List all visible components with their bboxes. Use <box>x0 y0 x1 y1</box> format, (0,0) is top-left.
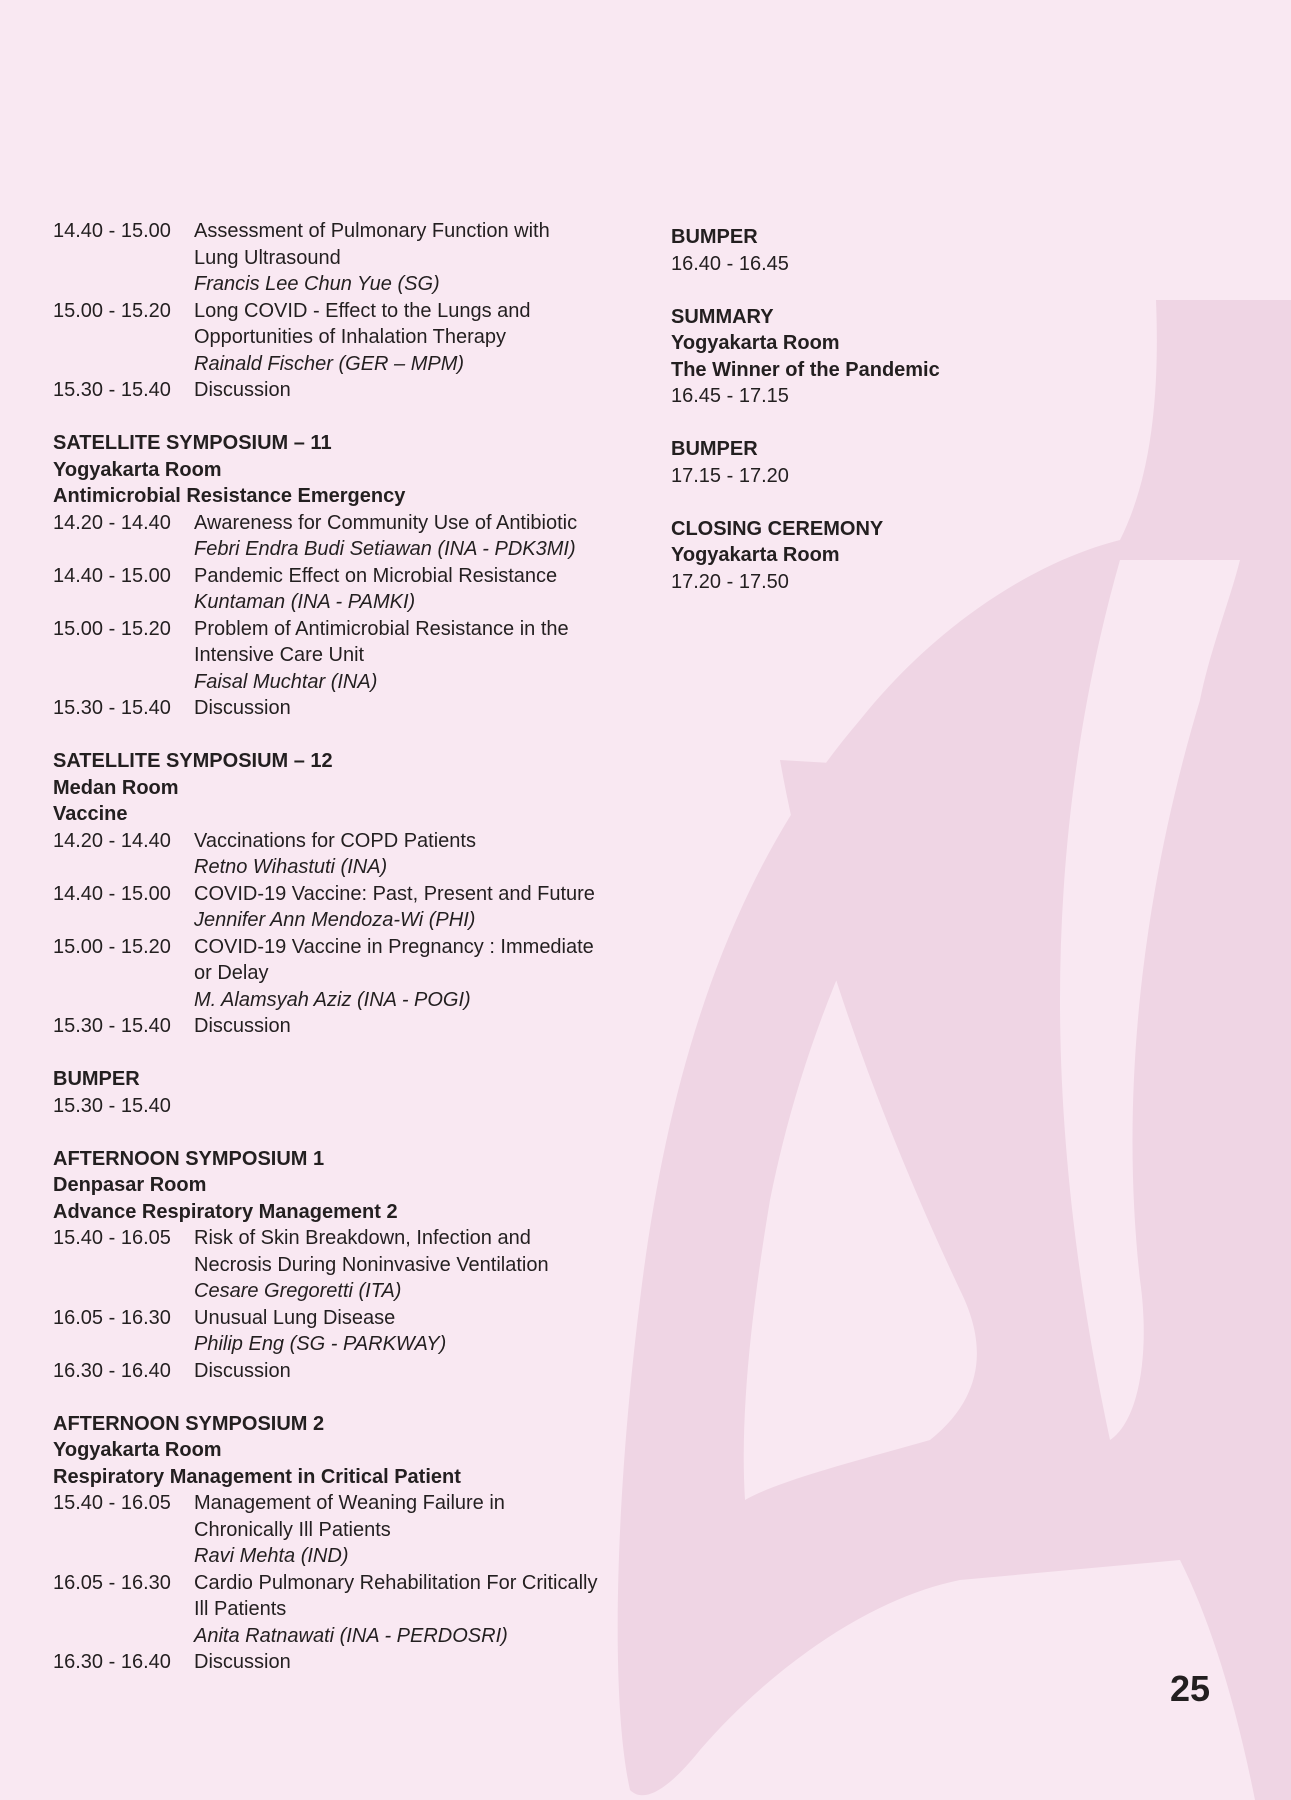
agenda-item <box>53 1305 633 1358</box>
talk-title-line: Discussion <box>194 1359 291 1382</box>
session-theme: Vaccine <box>53 803 128 825</box>
session-time: 17.20 - 17.50 <box>671 570 789 593</box>
talk-title-line: Necrosis During Noninvasive Ventilation <box>194 1253 549 1276</box>
talk-title-line: Unusual Lung Disease <box>194 1306 396 1329</box>
session-block <box>671 436 1231 489</box>
speaker-name: Febri Endra Budi Setiawan (INA - PDK3MI) <box>194 538 576 560</box>
session-block <box>53 748 633 1040</box>
talk-title-line: Management of Weaning Failure in <box>194 1492 505 1514</box>
talk-title-line: Chronically Ill Patients <box>194 1518 391 1541</box>
left-column <box>53 218 633 1702</box>
agenda-content <box>194 510 633 563</box>
agenda-content <box>194 377 633 404</box>
talk-title-line: Awareness for Community Use of Antibiotic <box>194 511 578 534</box>
talk-title-line: Lung Ultrasound <box>194 246 341 269</box>
agenda-item <box>53 934 633 1014</box>
talk-title-line: Problem of Antimicrobial Resistance in the <box>194 617 569 640</box>
agenda-item <box>53 377 633 404</box>
agenda-time: 14.40 - 15.00 <box>53 564 171 587</box>
agenda-time: 15.00 - 15.20 <box>53 617 171 640</box>
session-time: 15.30 - 15.40 <box>53 1094 171 1117</box>
agenda-item <box>53 510 633 563</box>
session-room: Yogyakarta Room <box>671 544 840 566</box>
talk-title-line: Vaccinations for COPD Patients <box>194 829 476 852</box>
agenda-item <box>53 828 633 881</box>
agenda-item <box>53 1649 633 1676</box>
speaker-name: M. Alamsyah Aziz (INA - POGI) <box>194 988 471 1011</box>
agenda-content <box>194 881 633 934</box>
session-title: BUMPER <box>671 226 758 248</box>
talk-title-line: Discussion <box>194 379 291 401</box>
talk-title-line: Intensive Care Unit <box>194 644 365 666</box>
session-title: SUMMARY <box>671 305 774 328</box>
talk-title-line: COVID-19 Vaccine in Pregnancy : Immediate <box>194 935 594 958</box>
talk-title-line: Discussion <box>194 1651 291 1673</box>
session-time: 16.45 - 17.15 <box>671 385 789 407</box>
agenda-content <box>194 616 633 696</box>
speaker-name: Faisal Muchtar (INA) <box>194 670 378 693</box>
session-theme: Antimicrobial Resistance Emergency <box>53 485 406 507</box>
agenda-time: 15.30 - 15.40 <box>53 1015 171 1037</box>
agenda-content <box>194 1570 633 1650</box>
agenda-content <box>194 1649 633 1676</box>
agenda-time: 15.00 - 15.20 <box>53 299 171 322</box>
talk-title-line: COVID-19 Vaccine: Past, Present and Future <box>194 882 595 905</box>
agenda-time: 16.05 - 16.30 <box>53 1571 171 1594</box>
session-block <box>53 430 633 722</box>
session-title: SATELLITE SYMPOSIUM – 11 <box>53 432 332 454</box>
agenda-time: 14.40 - 15.00 <box>53 882 171 905</box>
talk-title-line: or Delay <box>194 962 269 984</box>
session-theme: The Winner of the Pandemic <box>671 358 940 381</box>
session-title: AFTERNOON SYMPOSIUM 1 <box>53 1147 325 1170</box>
session-theme: Respiratory Management in Critical Patient <box>53 1465 461 1488</box>
agenda-content <box>194 1013 633 1040</box>
session-room: Denpasar Room <box>53 1174 207 1196</box>
talk-title-line: Discussion <box>194 1015 291 1037</box>
agenda-content <box>194 298 633 378</box>
speaker-name: Rainald Fischer (GER – MPM) <box>194 352 465 375</box>
talk-title-line: Assessment of Pulmonary Function with <box>194 220 550 242</box>
agenda-content <box>194 1305 633 1358</box>
agenda-content <box>194 934 633 1014</box>
session-block <box>671 516 1231 596</box>
session-title: SATELLITE SYMPOSIUM – 12 <box>53 750 333 772</box>
agenda-time: 15.40 - 16.05 <box>53 1492 171 1514</box>
right-column <box>671 224 1231 622</box>
agenda-time: 15.40 - 16.05 <box>53 1227 171 1249</box>
agenda-item <box>53 1570 633 1650</box>
speaker-name: Kuntaman (INA - PAMKI) <box>194 591 416 613</box>
agenda-item <box>53 1013 633 1040</box>
agenda-item <box>53 1490 633 1570</box>
agenda-time: 14.20 - 14.40 <box>53 829 171 852</box>
agenda-content <box>194 1225 633 1305</box>
agenda-time: 15.30 - 15.40 <box>53 697 171 719</box>
agenda-content <box>194 218 633 298</box>
session-time: 16.40 - 16.45 <box>671 252 789 275</box>
agenda-time: 14.40 - 15.00 <box>53 220 171 242</box>
agenda-item <box>53 616 633 696</box>
session-room: Yogyakarta Room <box>53 458 222 481</box>
speaker-name: Cesare Gregoretti (ITA) <box>194 1280 402 1302</box>
agenda-content <box>194 1358 633 1385</box>
talk-title-line: Discussion <box>194 697 291 719</box>
session-block <box>671 224 1231 277</box>
talk-title-line: Pandemic Effect on Microbial Resistance <box>194 564 558 587</box>
session-room: Yogyakarta Room <box>671 332 840 354</box>
agenda-item <box>53 881 633 934</box>
session-block <box>671 304 1231 410</box>
agenda-item <box>53 298 633 378</box>
talk-title-line: Opportunities of Inhalation Therapy <box>194 326 507 348</box>
session-room: Medan Room <box>53 776 179 799</box>
session-block <box>53 218 633 404</box>
session-title: CLOSING CEREMONY <box>671 517 884 540</box>
agenda-content <box>194 1490 633 1570</box>
speaker-name: Jennifer Ann Mendoza-Wi (PHI) <box>194 909 476 931</box>
talk-title-line: Ill Patients <box>194 1598 287 1620</box>
agenda-time: 15.00 - 15.20 <box>53 935 171 958</box>
agenda-item <box>53 695 633 722</box>
agenda-item <box>53 1358 633 1385</box>
session-theme: Advance Respiratory Management 2 <box>53 1200 398 1223</box>
session-title: AFTERNOON SYMPOSIUM 2 <box>53 1412 325 1435</box>
session-block <box>53 1411 633 1676</box>
speaker-name: Francis Lee Chun Yue (SG) <box>194 273 440 295</box>
talk-title-line: Risk of Skin Breakdown, Infection and <box>194 1227 531 1249</box>
talk-title-line: Cardio Pulmonary Rehabilitation For Critically <box>194 1571 598 1594</box>
speaker-name: Philip Eng (SG - PARKWAY) <box>194 1333 447 1355</box>
agenda-item <box>53 1225 633 1305</box>
speaker-name: Anita Ratnawati (INA - PERDOSRI) <box>194 1624 508 1647</box>
agenda-time: 16.30 - 16.40 <box>53 1651 171 1673</box>
speaker-name: Ravi Mehta (IND) <box>194 1545 349 1567</box>
agenda-item <box>53 563 633 616</box>
speaker-name: Retno Wihastuti (INA) <box>194 856 388 878</box>
agenda-time: 14.20 - 14.40 <box>53 511 171 534</box>
page-number: 25 <box>1169 1668 1210 1709</box>
agenda-content <box>194 563 633 616</box>
session-block <box>53 1066 633 1119</box>
talk-title-line: Long COVID - Effect to the Lungs and <box>194 299 531 322</box>
session-block <box>53 1146 633 1385</box>
agenda-time: 16.30 - 16.40 <box>53 1359 171 1382</box>
agenda-content <box>194 828 633 881</box>
agenda-content <box>194 695 633 722</box>
session-title: BUMPER <box>671 438 758 460</box>
session-time: 17.15 - 17.20 <box>671 464 789 487</box>
session-title: BUMPER <box>53 1068 140 1090</box>
session-room: Yogyakarta Room <box>53 1439 222 1461</box>
agenda-time: 15.30 - 15.40 <box>53 379 171 401</box>
agenda-time: 16.05 - 16.30 <box>53 1306 171 1329</box>
agenda-item <box>53 218 633 298</box>
